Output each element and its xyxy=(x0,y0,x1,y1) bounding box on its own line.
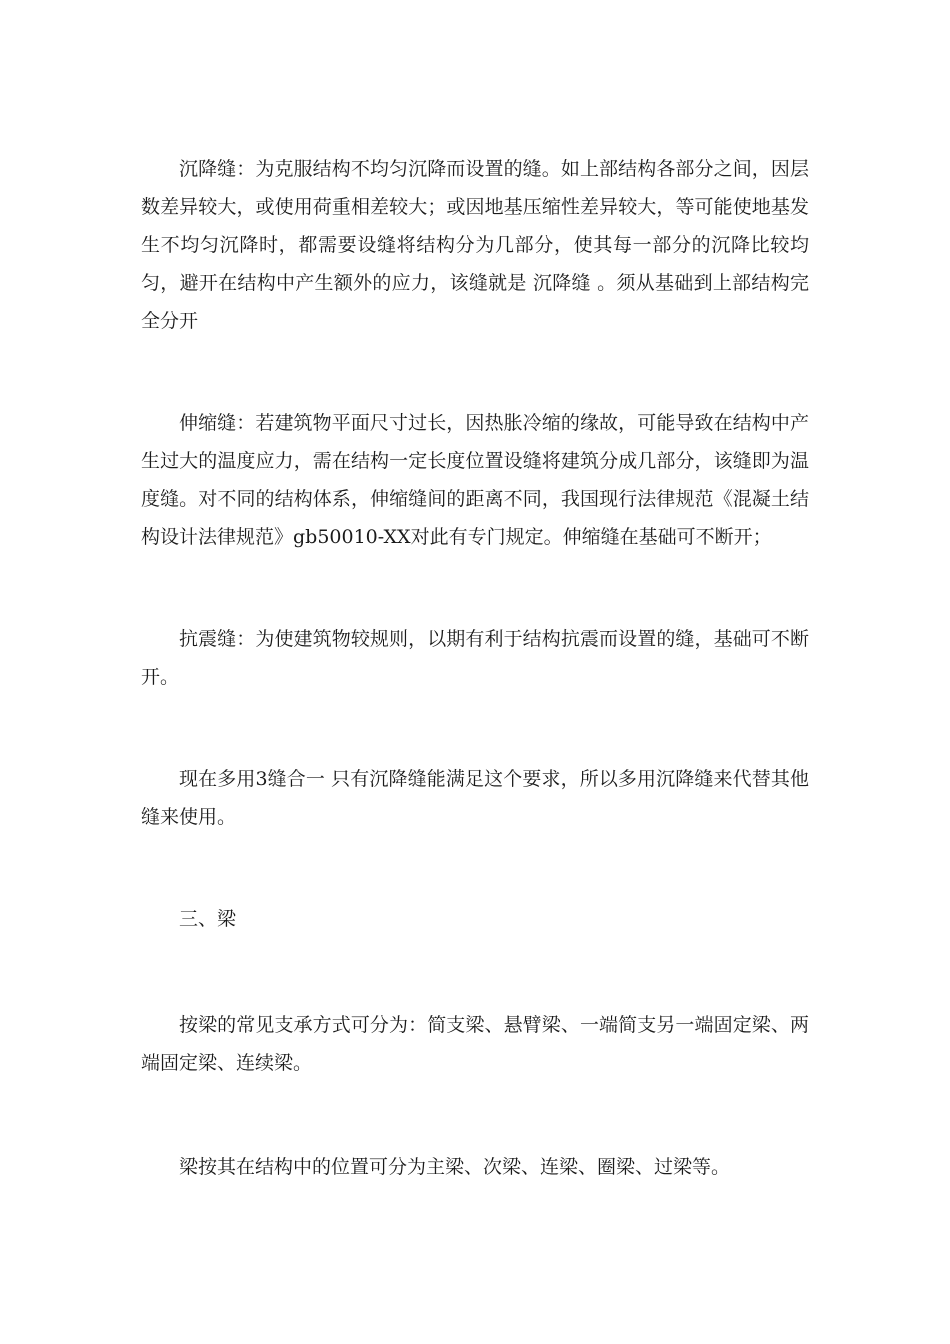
paragraph-seismic-joint: 抗震缝：为使建筑物较规则，以期有利于结构抗震而设置的缝，基础可不断开。 xyxy=(141,628,809,688)
paragraph-settlement-joint: 沉降缝：为克服结构不均匀沉降而设置的缝。如上部结构各部分之间，因层数差异较大，或使用荷重相差较大；或因地基压缩性差异较大，等可能使地基发生不均匀沉降时，都需要设缝将结构分为几部分，使其每一部分的沉降比较均匀，避开在结构中产生额外的应力，该缝就是 沉降缝 。须从基础到上部结构完全分开 xyxy=(141,158,809,332)
paragraph-three-in-one: 现在多用3缝合一 只有沉降缝能满足这个要求，所以多用沉降缝来代替其他缝来使用。 xyxy=(141,768,809,828)
paragraph-beam-support: 按梁的常见支承方式可分为：简支梁、悬臂梁、一端简支另一端固定梁、两端固定梁、连续梁。 xyxy=(141,1014,809,1074)
paragraph-expansion-joint: 伸缩缝：若建筑物平面尺寸过长，因热胀冷缩的缘故，可能导致在结构中产生过大的温度应力，需在结构一定长度位置设缝将建筑分成几部分，该缝即为温度缝。对不同的结构体系，伸缩缝间的距离不同，我国现行法律规范《混凝土结构设计法律规范》gb50010-XX对此有专门规定。伸缩缝在基础可不断开； xyxy=(141,412,809,548)
section-heading-beam: 三、梁 xyxy=(179,908,237,930)
paragraph-beam-position: 梁按其在结构中的位置可分为主梁、次梁、连梁、圈梁、过梁等。 xyxy=(179,1156,731,1178)
